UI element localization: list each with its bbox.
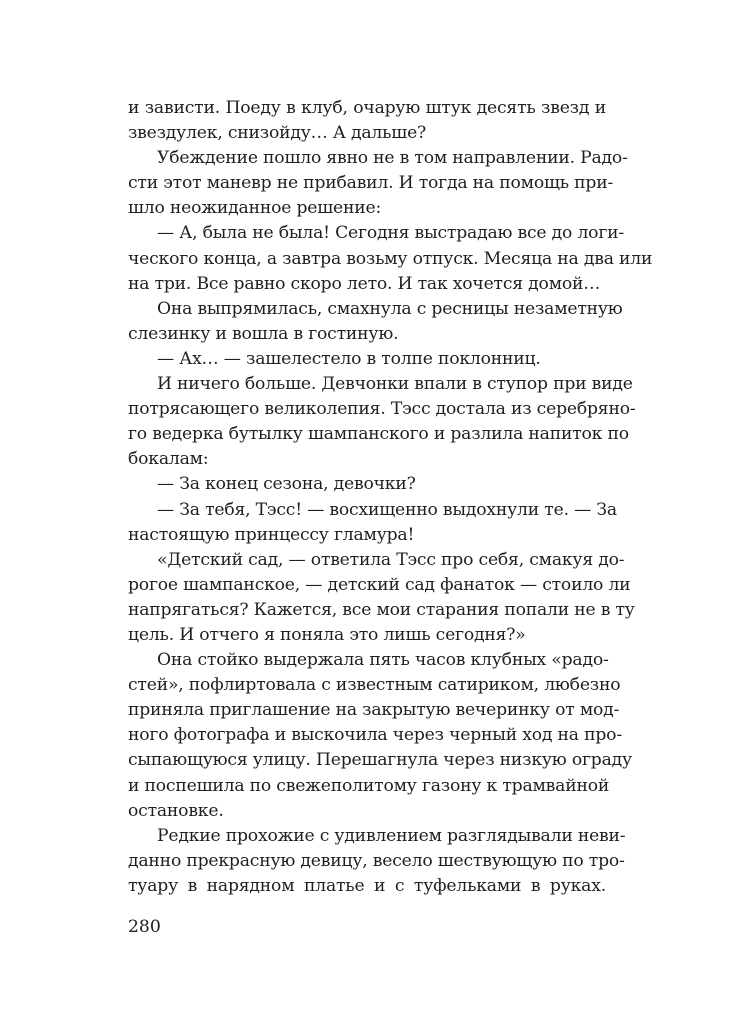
text-line: стей», пофлиртовала с известным сатириком, любезно bbox=[128, 675, 621, 696]
text-line: Она стойко выдержала пять часов клубных «радо- bbox=[157, 650, 609, 671]
text-line: ческого конца, а завтра возьму отпуск. Месяца на два или bbox=[128, 248, 653, 269]
text-line: Убеждение пошло явно не в том направлении. Радо- bbox=[157, 148, 628, 169]
text-line: «Детский сад, — ответила Тэсс про себя, смакуя до- bbox=[157, 549, 625, 570]
text-line: туару в нарядном платье и с туфельками в руках. bbox=[128, 875, 606, 896]
text-line: слезинку и вошла в гостиную. bbox=[128, 323, 399, 344]
text-line: ного фотографа и выскочила через черный ход на про- bbox=[128, 725, 622, 746]
text-line: и поспешила по свежеполитому газону к трамвайной bbox=[128, 775, 610, 796]
text-line: на три. Все равно скоро лето. И так хочется домой… bbox=[128, 273, 601, 294]
page-number: 280 bbox=[128, 917, 161, 937]
text-line: И ничего больше. Девчонки впали в ступор при виде bbox=[157, 374, 633, 395]
text-line: потрясающего великолепия. Тэсс достала из серебряно- bbox=[128, 399, 636, 420]
text-line: приняла приглашение на закрытую вечеринку от мод- bbox=[128, 700, 620, 721]
text-line: напрягаться? Кажется, все мои старания попали не в ту bbox=[128, 599, 635, 620]
text-line: цель. И отчего я поняла это лишь сегодня?» bbox=[128, 624, 526, 645]
text-line: шло неожиданное решение: bbox=[128, 198, 382, 219]
text-line: настоящую принцессу гламура! bbox=[128, 524, 415, 545]
text-line: остановке. bbox=[128, 800, 224, 821]
text-line: — Ах… — зашелестело в толпе поклонниц. bbox=[157, 348, 541, 369]
text-line: — А, была не была! Сегодня выстрадаю все до логи- bbox=[157, 223, 624, 244]
text-line: рогое шампанское, — детский сад фанаток — стоило ли bbox=[128, 574, 631, 595]
text-line: — За конец сезона, девочки? bbox=[157, 474, 416, 495]
text-line: Она выпрямилась, смахнула с ресницы незаметную bbox=[157, 298, 623, 319]
text-line: бокалам: bbox=[128, 449, 209, 470]
text-line: и зависти. Поеду в клуб, очарую штук десять звезд и bbox=[128, 98, 606, 118]
text-line: сыпающуюся улицу. Перешагнула через низкую ограду bbox=[128, 750, 632, 771]
text-line: го ведерка бутылку шампанского и разлила напиток по bbox=[128, 424, 629, 445]
text-line: — За тебя, Тэсс! — восхищенно выдохнули те. — За bbox=[157, 499, 617, 520]
body-text bbox=[128, 96, 653, 899]
text-line: данно прекрасную девицу, весело шествующую по тро- bbox=[128, 850, 625, 871]
text-line: звездулек, снизойду… А дальше? bbox=[128, 123, 427, 144]
text-line: сти этот маневр не прибавил. И тогда на помощь при- bbox=[128, 173, 614, 194]
text-line: Редкие прохожие с удивлением разглядывали неви- bbox=[157, 825, 626, 846]
